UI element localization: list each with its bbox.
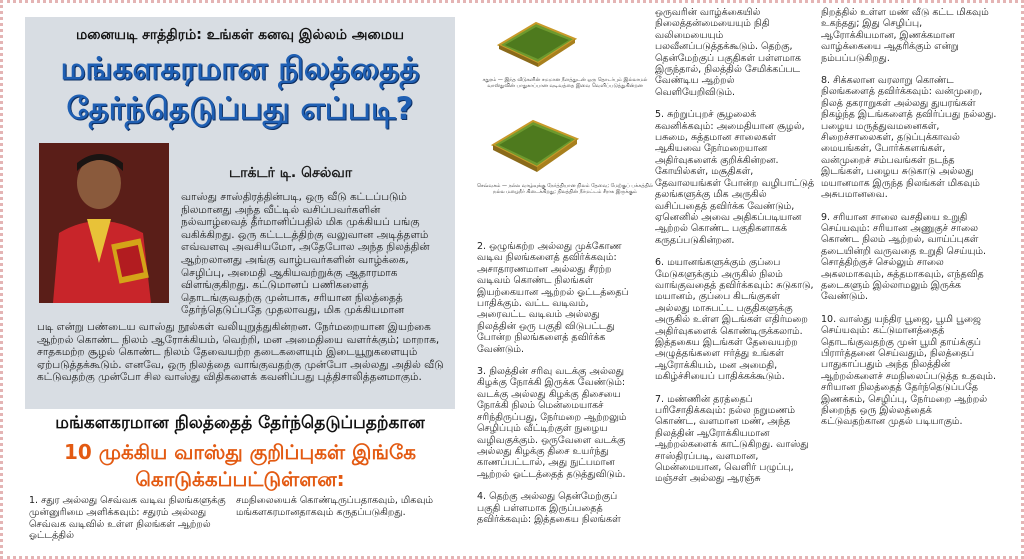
tips-subheading: மங்களகரமான நிலத்தைத் தேர்ந்தெடுப்பதற்கான xyxy=(55,413,425,433)
square-plot-illustration xyxy=(493,17,579,71)
article-column-2 xyxy=(655,7,815,496)
rectangular-plot-caption: செவ்வகம் — நல்ல வாழ்வுக்கு நேர்த்தியான நிலம் தேவை; மேற்குப் பக்கத்தில் நல்ல மழைநீர் கிடைக்கிறது; நிலத்தின் நீர்மட்டம் சீராக இருக்கும் xyxy=(476,183,654,195)
tip-9: 9. சரியான சாலை வசதியை உறுதி செய்யவும்: சரியான அணுகுச் சாலை கொண்ட நிலம் ஆற்றல், வாய்ப்புகள் தடையின்றி வருவதை உறுதி செய்யும். சொத்திற்குச் செல்லும் சாலை அகலமாகவும், சுத்தமாகவும், எந்தவித தடைகளும் இல்லாமலும் இருக்க வேண்டும். xyxy=(821,211,987,303)
author-photo xyxy=(39,143,169,303)
tips-heading-line-1: 10 முக்கிய வாஸ்து குறிப்புகள் இங்கே xyxy=(63,440,417,464)
tip-10: 10. வாஸ்து யந்திர பூஜை, பூமி பூஜை செய்யவும்: கட்டுமானத்தைத் தொடங்குவதற்கு முன் பூமி தாய்க்குப் பிரார்த்தனை செய்வதும், நிலத்தைப் பாதுகாப்பதும் அந்த நிலத்தின் ஆற்றல்களைச் சமநிலைப்படுத்த உதவும். சரியான நிலத்தைத் தேர்ந்தெடுப்பதே இணக்கம், செழிப்பு, நேர்மறை ஆற்றல் நிறைந்த ஒரு இல்லத்தைக் கட்டுவதற்கான முதல் படியாகும். xyxy=(821,313,996,428)
tip-3: 3. நிலத்தின் சரிவு வடக்கு அல்லது கிழக்கு நோக்கி இருக்க வேண்டும்: வடக்கு அல்லது கிழக்கு திசையை நோக்கி நிலம் மென்மையாகச் சரிந்திருப்பது, நேர்மறை ஆற்றலும் செழிப்பும் வீட்டிற்குள் நுழைய வழிவகுக்கும். ஒருவேளை வடக்கு அல்லது கிழக்கு திசை உயர்ந்து காணப்பட்டால், அது நுட்பமான ஆற்றல் ஓட்டத்தைத் தடுத்துவிடும். xyxy=(477,366,627,480)
headline-line-2: தேர்ந்தெடுப்பது எப்படி? xyxy=(66,91,414,127)
kicker: மனையடி சாத்திரம்: உங்கள் கனவு இல்லம் அமைய xyxy=(75,27,405,43)
tip-6: 6. மயானங்களுக்கும் குப்பை மேடுகளுக்கும் அருகில் நிலம் வாங்குவதைத் தவிர்க்கவும்: சுடுகாடு, மயானம், குப்பை கிடங்குகள் அல்லது மாசுபட்ட பகுதிகளுக்கு அருகில் உள்ள இடங்கள் எதிர்மறை அதிர்வுகளைக் கொண்டிருக்கலாம். இத்தகைய இடங்கள் தேவையற்ற அழுத்தங்களை ஈர்த்து உங்கள் ஆரோக்கியம், மன அமைதி, மகிழ்ச்சியைப் பாதிக்கக்கூடும். xyxy=(655,257,814,383)
tip-5: 5. சுற்றுப்புறச் சூழலைக் கவனிக்கவும்: அமைதியான சூழல், பசுமை, சுத்தமான சாலைகள் ஆகியவை நேர்மறையான அதிர்வுகளைக் குறிக்கின்றன. கோயில்கள், மசூதிகள், தேவாலயங்கள் போன்ற வழிபாட்டுத் தலங்களுக்கு மிக அருகில் வசிப்பதைத் தவிர்க்க வேண்டும், ஏனெனில் அவை அதிகப்படியான ஆற்றல் கொண்ட பகுதிகளாகக் கருதப்படுகின்றன. xyxy=(655,109,815,246)
lead-paragraph-part-1: வாஸ்து சாஸ்திரத்தின்படி, ஒரு வீடு கட்டப்படும் நிலமானது அந்த வீட்டில் வசிப்பவர்களின் நல்வாழ்வைத் தீர்மானிப்பதில் மிக முக்கியப் பங்கு வகிக்கிறது. ஒரு கட்டடத்திற்கு வலுவான அடித்தளம் எவ்வளவு அவசியமோ, அதேபோல அந்த நிலத்தின் ஆற்றலானது அங்கு வாழ்பவர்களின் வாழ்க்கை, செழிப்பு, அமைதி ஆகியவற்றுக்கு ஆதாரமாக விளங்குகிறது. கட்டுமானப் பணிகளைத் தொடங்குவதற்கு முன்பாக, சரியான நிலத்தைத் தேர்ந்தெடுப்பதே முதலாவது, மிக முக்கியமான xyxy=(181,191,430,317)
tip-1-continuation: சமநிலையைக் கொண்டிருப்பதாகவும், மிகவும் மங்களகரமானதாகவும் கருதப்படுகிறது. xyxy=(236,495,434,518)
tips-heading-line-2: கொடுக்கப்பட்டுள்ளன: xyxy=(135,467,345,491)
lead-paragraph-part-2: படி என்று பண்டைய வாஸ்து நூல்கள் வலியுறுத்துகின்றன. நேர்மறையான இயற்கை ஆற்றல் கொண்ட நிலம் ஆரோக்கியம், வெற்றி, மன அமைதியை வளர்க்கும்; மாறாக, சாதகமற்ற சூழல் கொண்ட நிலம் தேவையற்ற தடைகளையும் இடையூறுகளையும் ஏற்படுத்தக்கூடும். எனவே, ஒரு நிலத்தை வாங்குவதற்கு முன்போ அல்லது அதில் வீடு கட்டுவதற்கு முன்போ சில வாஸ்து விதிகளைக் கவனிப்பது புத்திசாலித்தனமாகும். xyxy=(37,321,444,384)
tip-7-end: நிறத்தில் உள்ள மண் வீடு கட்ட மிகவும் உகந்தது; இது செழிப்பு, ஆரோக்கியமான, இணக்கமான வாழ்க்கையை ஆதரிக்கும் என்று நம்பப்படுகிறது. xyxy=(821,7,989,64)
headline xyxy=(33,49,447,129)
tips-heading xyxy=(25,439,455,493)
tip-4-end: ஒருவரின் வாழ்க்கையில் நிலைத்தன்மையையும் நிதி வலிமையையும் பலவீனப்படுத்தக்கூடும். தெற்கு, தென்மேற்குப் பகுதிகள் பள்ளமாக இருந்தால், நிலத்தில் சேமிக்கப்பட வேண்டிய ஆற்றல் வெளியேறிவிடும். xyxy=(655,7,801,98)
tip-8: 8. சிக்கலான வரலாறு கொண்ட நிலங்களைத் தவிர்க்கவும்: வன்முறை, நிலத் தகராறுகள் அல்லது துயரங்கள் நிகழ்ந்த இடங்களைத் தவிர்ப்பது நல்லது. பழைய மருத்துவமனைகள், சிறைச்சாலைகள், தடுப்புக்காவல் மையங்கள், போர்க்களங்கள், வன்முறைச் சம்பவங்கள் நடந்த இடங்கள், பழைய சுடுகாடு அல்லது மயானமாக இருந்த நிலங்கள் மிகவும் அசுபமானவை. xyxy=(821,75,997,201)
tip-4-start: 4. தெற்கு அல்லது தென்மேற்குப் பகுதி பள்ளமாக இருப்பதைத் தவிர்க்கவும்: இத்தகைய நிலங்கள் xyxy=(477,491,621,525)
author-name: டாக்டர் டி. செல்வா xyxy=(229,165,353,181)
tip-1-text: 1. சதுர அல்லது செவ்வக வடிவ நிலங்களுக்கு முன்னுரிமை அளிக்கவும்: சதுரம் அல்லது செவ்வக வடிவில் உள்ள நிலங்கள் ஆற்றல் ஓட்டத்தில் xyxy=(29,495,226,542)
article-column-3 xyxy=(821,7,997,439)
square-plot-caption: சதுரம் — இந்த வீடுகளின் சமமான நீளத்துடன் ஒரு தொடர்பும் இல்லாமல் வாஸ்துவின் பாதுகாப்பான வடிவத்தை இவை வெளிப்படுத்துகின்றன xyxy=(482,77,648,89)
headline-line-1: மங்களகரமான நிலத்தைத் xyxy=(60,51,420,87)
author-portrait-image xyxy=(39,143,169,303)
tip-7-start: 7. மண்ணின் தரத்தைப் பரிசோதிக்கவும்: நல்ல நறுமணம் கொண்ட, வளமான மண், அந்த நிலத்தின் ஆரோக்கியமான ஆற்றல்களைக் காட்டுகிறது. வாஸ்து சாஸ்திரப்படி, வளமான, மென்மையான, வெளிர் பழுப்பு, மஞ்சள் அல்லது ஆரஞ்சு xyxy=(655,393,809,485)
article-column-1 xyxy=(477,241,637,536)
tip-2: 2. ஒழுங்கற்ற அல்லது முக்கோண வடிவ நிலங்களைத் தவிர்க்கவும்: அசாதாரணமான அல்லது சீரற்ற வடிவம் கொண்ட நிலங்கள் இயற்கையான ஆற்றல் ஓட்டத்தைப் பாதிக்கும். வட்ட வடிவம், அரைவட்ட வடிவம் அல்லது நிலத்தின் ஒரு பகுதி விடுபட்டது போன்ற நிலங்களைத் தவிர்க்க வேண்டும். xyxy=(477,241,629,355)
rectangular-plot-illustration xyxy=(489,115,581,177)
